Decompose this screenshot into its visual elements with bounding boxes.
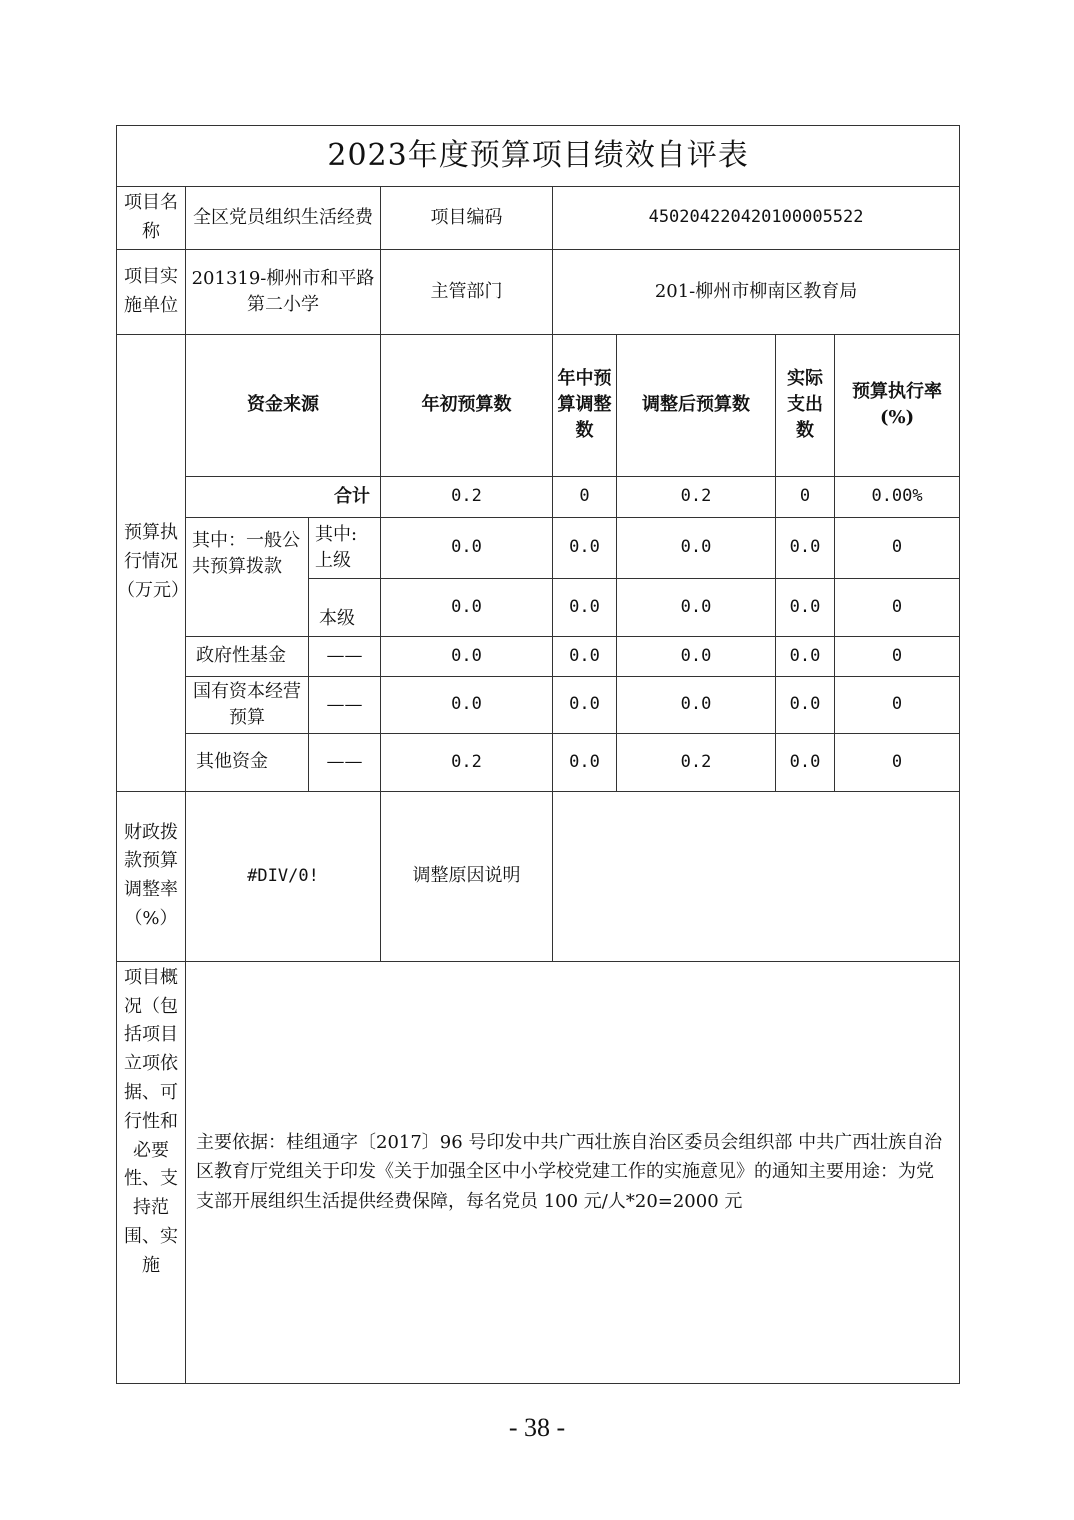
- total-adjusted: 0.2: [617, 476, 776, 517]
- local-midyear: 0.0: [553, 578, 617, 636]
- gov-fund-initial: 0.0: [381, 636, 553, 676]
- state-capital-actual: 0.0: [776, 676, 835, 733]
- performance-table: [116, 125, 960, 1384]
- upper-midyear: 0.0: [553, 517, 617, 578]
- gov-fund-actual: 0.0: [776, 636, 835, 676]
- other-rate: 0: [835, 733, 960, 791]
- unit-name: 201319-柳州市和平路第二小学: [186, 249, 381, 334]
- gov-fund-rate: 0: [835, 636, 960, 676]
- other-actual: 0.0: [776, 733, 835, 791]
- other-fund-label: 其他资金: [186, 733, 309, 791]
- local-initial: 0.0: [381, 578, 553, 636]
- total-midyear: 0: [553, 476, 617, 517]
- state-capital-midyear: 0.0: [553, 676, 617, 733]
- local-actual: 0.0: [776, 578, 835, 636]
- project-code: 450204220420100005522: [553, 187, 960, 250]
- header-initial: 年初预算数: [381, 334, 553, 476]
- header-midyear: 年中预算调整数: [553, 334, 617, 476]
- upper-rate: 0: [835, 517, 960, 578]
- other-midyear: 0.0: [553, 733, 617, 791]
- budget-section-label: 预算执行情况（万元）: [117, 334, 186, 791]
- project-name: 全区党员组织生活经费: [186, 187, 381, 250]
- unit-label: 项目实施单位: [117, 249, 186, 334]
- local-level-label: 本级: [309, 578, 381, 636]
- general-budget-label: 其中：一般公共预算拨款: [186, 517, 309, 636]
- dept-name: 201-柳州市柳南区教育局: [553, 249, 960, 334]
- upper-adjusted: 0.0: [617, 517, 776, 578]
- adjust-reason-label: 调整原因说明: [381, 791, 553, 961]
- state-capital-rate: 0: [835, 676, 960, 733]
- other-fund-dash: ——: [309, 733, 381, 791]
- project-code-label: 项目编码: [381, 187, 553, 250]
- page-number: - 38 -: [508, 1413, 566, 1442]
- performance-form: [116, 125, 959, 1384]
- adjust-reason-value: [553, 791, 960, 961]
- state-capital-adjusted: 0.0: [617, 676, 776, 733]
- total-actual: 0: [776, 476, 835, 517]
- gov-fund-label: 政府性基金: [186, 636, 309, 676]
- gov-fund-dash: ——: [309, 636, 381, 676]
- header-rate: 预算执行率(%): [835, 334, 960, 476]
- total-label: 合计: [186, 476, 381, 517]
- local-adjusted: 0.0: [617, 578, 776, 636]
- upper-level-label: 其中:上级: [309, 517, 381, 578]
- form-title: 2023年度预算项目绩效自评表: [117, 126, 960, 187]
- state-capital-dash: ——: [309, 676, 381, 733]
- other-initial: 0.2: [381, 733, 553, 791]
- upper-actual: 0.0: [776, 517, 835, 578]
- header-source: 资金来源: [186, 334, 381, 476]
- overview-text: 主要依据：桂组通字〔2017〕96 号印发中共广西壮族自治区委员会组织部 中共广西壮族自治区教育厅党组关于印发《关于加强全区中小学校党建工作的实施意见》的通知主要用途：为党支部开展组织生活提供经费保障，每名党员 100 元/人*20=2000 元: [186, 961, 960, 1383]
- header-actual: 实际支出数: [776, 334, 835, 476]
- project-name-label: 项目名称: [117, 187, 186, 250]
- fiscal-adjust-value: #DIV/0!: [186, 791, 381, 961]
- gov-fund-adjusted: 0.0: [617, 636, 776, 676]
- fiscal-adjust-label: 财政拨款预算调整率（%）: [117, 791, 186, 961]
- total-initial: 0.2: [381, 476, 553, 517]
- overview-label: 项目概况（包括项目立项依据、可行性和必要性、支持范围、实施: [117, 961, 186, 1383]
- gov-fund-midyear: 0.0: [553, 636, 617, 676]
- header-adjusted: 调整后预算数: [617, 334, 776, 476]
- dept-label: 主管部门: [381, 249, 553, 334]
- other-adjusted: 0.2: [617, 733, 776, 791]
- upper-initial: 0.0: [381, 517, 553, 578]
- local-rate: 0: [835, 578, 960, 636]
- total-rate: 0.00%: [835, 476, 960, 517]
- state-capital-initial: 0.0: [381, 676, 553, 733]
- state-capital-label: 国有资本经营预算: [186, 676, 309, 733]
